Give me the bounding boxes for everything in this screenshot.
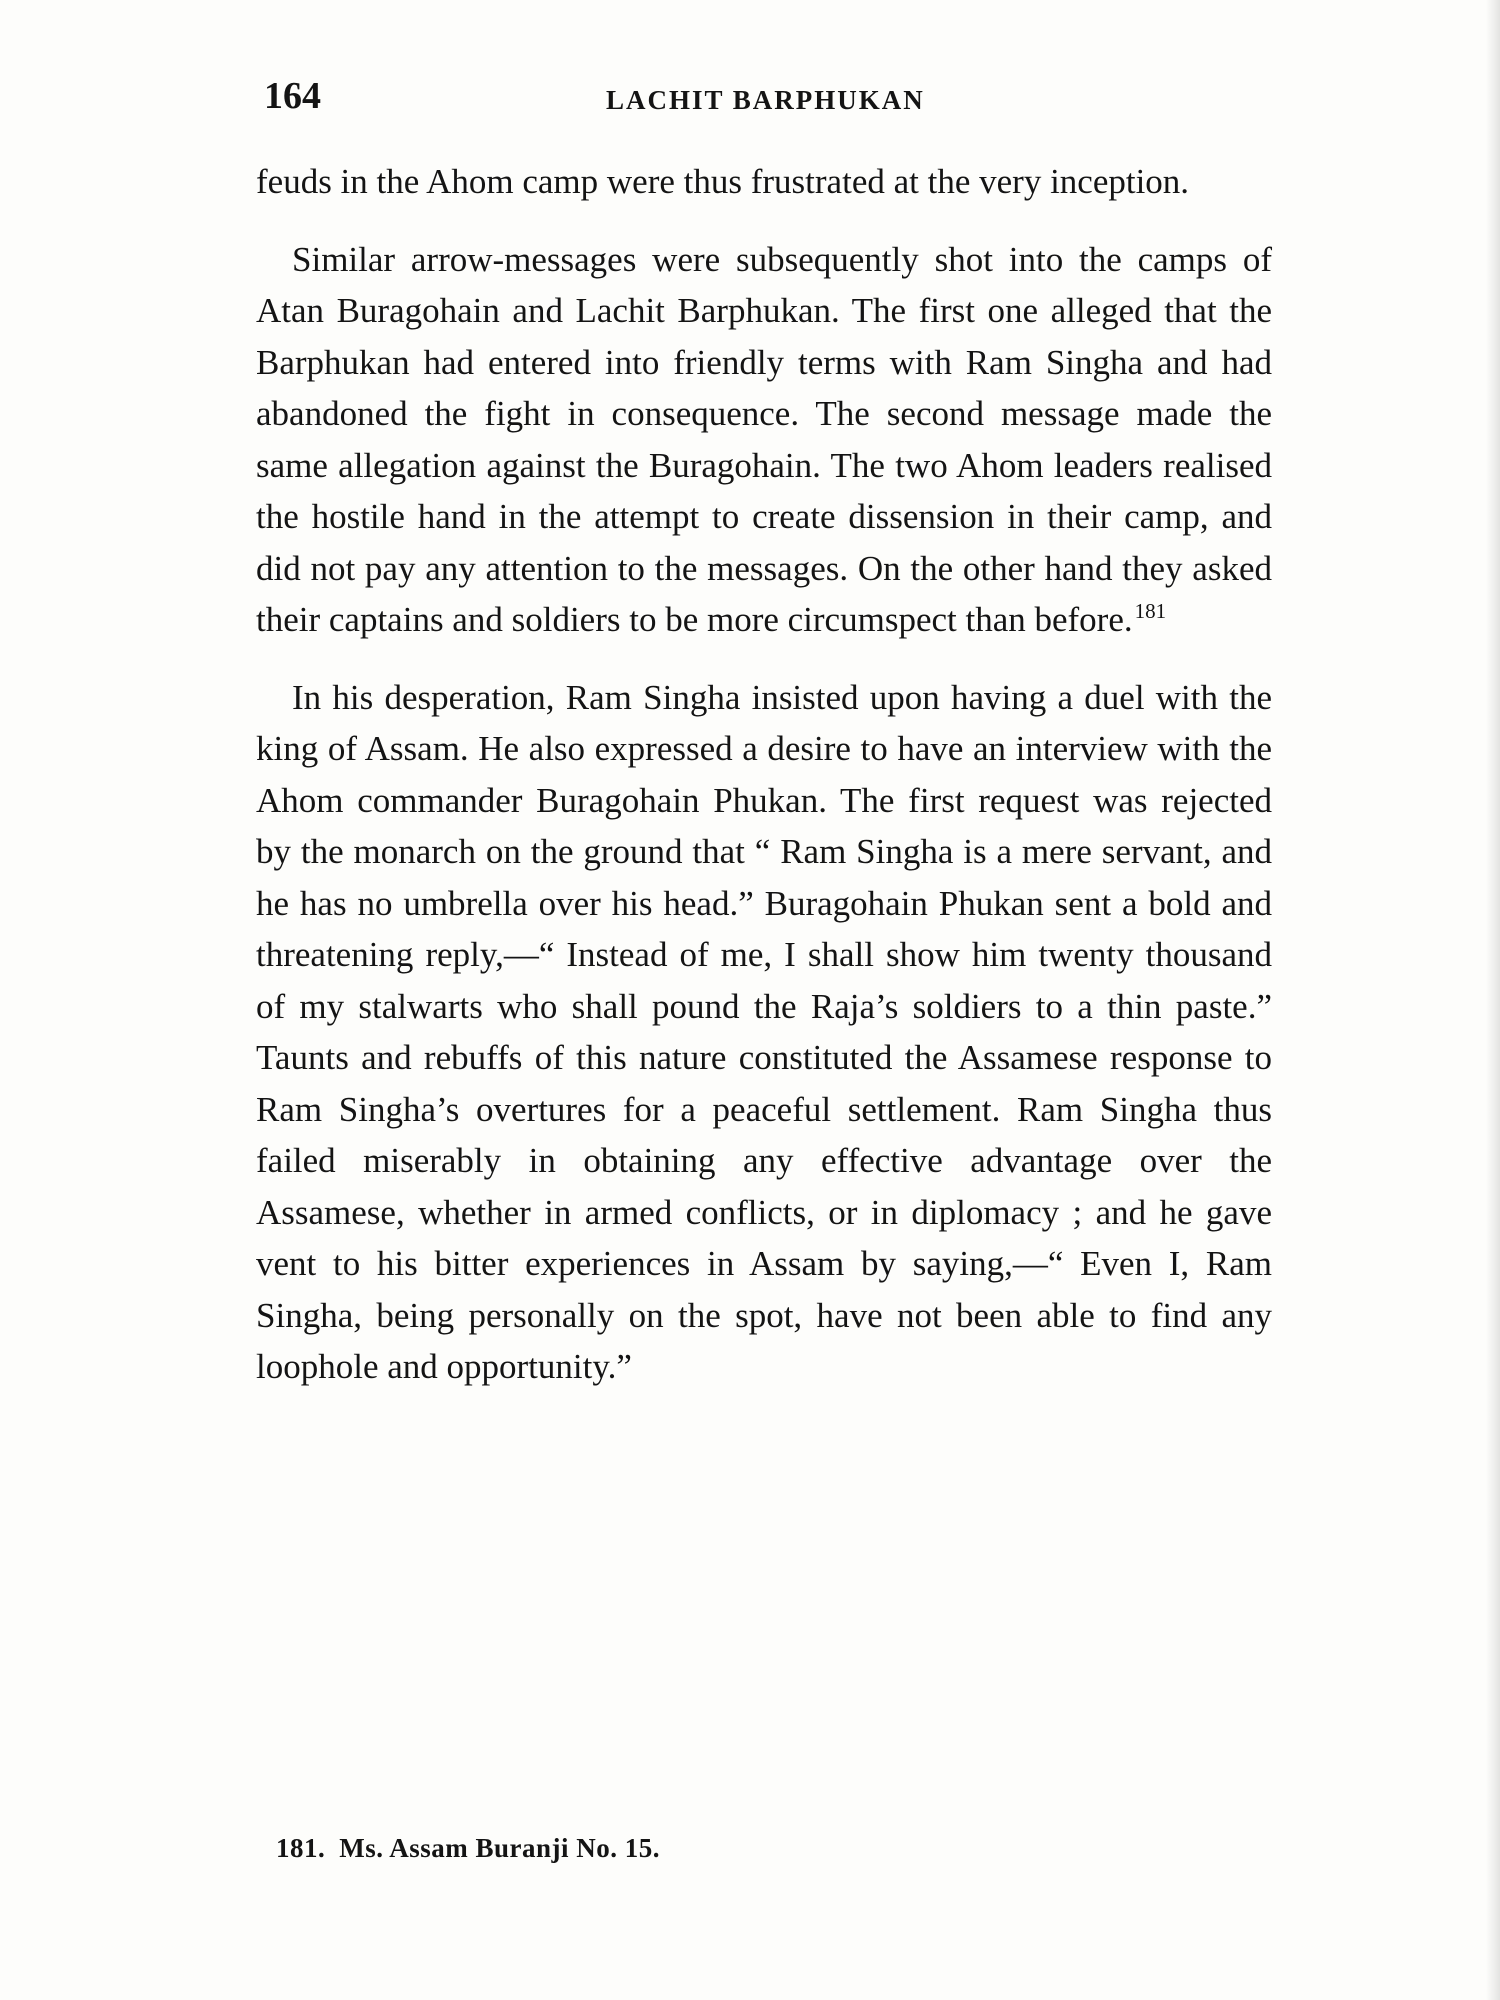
paragraph-arrow-messages	[256, 234, 1272, 646]
paragraph-ram-singha-desperation	[256, 672, 1272, 1393]
footnote-text: Ms. Assam Buranji No. 15.	[339, 1833, 661, 1863]
paragraph-continuation	[256, 156, 1272, 208]
page-edge-shadow	[1486, 0, 1500, 2000]
page-number: 164	[264, 75, 321, 117]
paragraph-text: Similar arrow-messages were subsequently shot into the camps of Atan Buragohain and Lachit Barphukan. The first one alleged that the Barphukan had entered into friendly terms with Ram Singha and had abandoned the fight in consequence. The second message made the same allegation against the Buragohain. The two Ahom leaders realised the hostile hand in the attempt to create dissension in their camp, and did not pay any attention to the messages. On the other hand they asked their captains and soldiers to be more circumspect than before.	[256, 239, 1272, 639]
body-text	[256, 156, 1272, 1393]
footnote-label: 181.	[276, 1833, 326, 1863]
paragraph-text: feuds in the Ahom camp were thus frustrated at the very inception.	[256, 162, 1190, 201]
footnote	[276, 1828, 1176, 1868]
page-header	[256, 70, 1256, 122]
running-title: LACHIT BARPHUKAN	[606, 85, 925, 115]
paragraph-text: In his desperation, Ram Singha insisted upon having a duel with the king of Assam. He also expressed a desire to have an interview with the Ahom commander Buragohain Phukan. The first request was rejected by the monarch on the ground that “ Ram Singha is a mere servant, and he has no umbrella over his head.” Buragohain Phukan sent a bold and threatening reply,—“ Instead of me, I shall show him twenty thousand of my stalwarts who shall pound the Raja’s soldiers to a thin paste.” Taunts and rebuffs of this nature constituted the Assamese response to Ram Singha’s overtures for a peaceful settlement. Ram Singha thus failed miserably in obtaining any effective advantage over the Assamese, whether in armed conflicts, or in diplomacy ; and he gave vent to his bitter experiences in Assam by saying,—“ Even I, Ram Singha, being personally on the spot, have not been able to find any loophole and opportunity.”	[256, 677, 1272, 1386]
footnote-reference: 181	[1134, 599, 1167, 624]
